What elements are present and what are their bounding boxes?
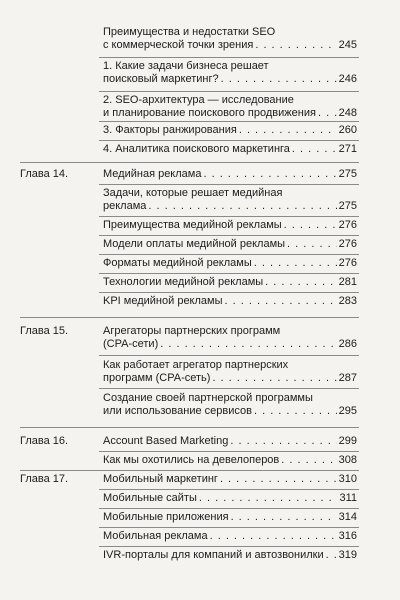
- page-number: 287: [338, 372, 357, 384]
- chapter-label: Глава 14.: [20, 168, 69, 180]
- page-number: 316: [338, 530, 357, 542]
- divider: [99, 140, 359, 141]
- page-number: 246: [338, 73, 357, 85]
- toc-entry: [103, 392, 357, 418]
- toc-entry: [103, 124, 357, 137]
- page-number: 314: [338, 511, 357, 523]
- toc-entry: [103, 143, 357, 156]
- chapter-entry: [103, 435, 357, 448]
- page-number: 281: [338, 276, 357, 288]
- divider: [99, 292, 359, 293]
- entry-title-line: Медийная реклама: [103, 168, 202, 180]
- toc-entry: [103, 295, 357, 308]
- divider: [99, 273, 359, 274]
- divider: [99, 121, 359, 122]
- entry-title-line: 3. Факторы ранжирования: [103, 124, 237, 136]
- page-number: 286: [338, 338, 357, 350]
- toc-entry: [103, 26, 357, 52]
- entry-title-line: 2. SEO-архитектура — исследование: [103, 94, 294, 106]
- chapter-label: Глава 17.: [20, 473, 69, 485]
- toc-entry: [103, 530, 357, 543]
- divider: [99, 355, 359, 356]
- toc-entry: [103, 187, 357, 213]
- divider: [99, 527, 359, 528]
- toc-entry: [103, 257, 357, 270]
- toc-entry: [103, 492, 357, 505]
- chapter-label: Глава 16.: [20, 435, 69, 447]
- entry-title-line: Задачи, которые решает медийная: [103, 187, 283, 199]
- toc-entry: [103, 359, 357, 385]
- entry-title-line: и планирование поискового продвижения: [103, 107, 316, 119]
- divider: [20, 317, 359, 318]
- chapter-label: Глава 15.: [20, 325, 69, 337]
- page-number: 295: [338, 405, 357, 417]
- entry-title-line: Преимущества медийной рекламы: [103, 219, 282, 231]
- entry-title-line: с коммерческой точки зрения: [103, 39, 254, 51]
- page-number: 310: [338, 473, 357, 485]
- toc-entry: [103, 94, 357, 120]
- entry-title-line: 4. Аналитика поискового маркетинга: [103, 143, 290, 155]
- page-number: 276: [338, 238, 357, 250]
- divider: [99, 57, 359, 58]
- entry-title-line: Форматы медийной рекламы: [103, 257, 252, 269]
- entry-title-line: поисковый маркетинг?: [103, 73, 219, 85]
- entry-title-line: Мобильные приложения: [103, 511, 229, 523]
- page-number: 319: [338, 549, 357, 561]
- toc-entry: [103, 219, 357, 232]
- entry-title-line: Модели оплаты медийной рекламы: [103, 238, 286, 250]
- toc-entry: [103, 511, 357, 524]
- divider: [99, 388, 359, 389]
- page-number: 271: [338, 143, 357, 155]
- entry-title-line: (CPA-сети): [103, 338, 159, 350]
- entry-title-line: Создание своей партнерской программы: [103, 392, 313, 404]
- divider: [99, 508, 359, 509]
- page-number: 260: [338, 124, 357, 136]
- divider: [20, 162, 359, 163]
- entry-title-line: или использование сервисов: [103, 405, 252, 417]
- divider: [20, 427, 359, 428]
- entry-title-line: программ (CPA-сеть): [103, 372, 211, 384]
- entry-title-line: Мобильная реклама: [103, 530, 208, 542]
- page-number: 276: [338, 257, 357, 269]
- entry-title-line: Технологии медийной рекламы: [103, 276, 264, 288]
- page-number: 299: [338, 435, 357, 447]
- divider: [99, 184, 359, 185]
- page-number: 283: [338, 295, 357, 307]
- divider: [99, 216, 359, 217]
- chapter-entry: [103, 168, 357, 181]
- entry-title-line: Мобильный маркетинг: [103, 473, 218, 485]
- entry-title-line: Преимущества и недостатки SEO: [103, 26, 276, 38]
- toc-entry: [103, 276, 357, 289]
- toc-entry: [103, 60, 357, 86]
- entry-title-line: Агрегаторы партнерских программ: [103, 325, 281, 337]
- divider: [99, 235, 359, 236]
- page-number: 311: [339, 492, 357, 504]
- toc-entry: [103, 238, 357, 251]
- page-number: 308: [338, 454, 357, 466]
- page-number: 275: [338, 168, 357, 180]
- entry-title-line: Как мы охотились на девелоперов: [103, 454, 280, 466]
- entry-title-line: реклама: [103, 200, 147, 212]
- page-number: 275: [338, 200, 357, 212]
- page-number: 276: [338, 219, 357, 231]
- entry-title-line: Account Based Marketing: [103, 435, 229, 447]
- entry-title-line: Как работает агрегатор партнерских: [103, 359, 289, 371]
- entry-title-line: Мобильные сайты: [103, 492, 197, 504]
- page-number: 248: [338, 107, 357, 119]
- divider: [99, 489, 359, 490]
- entry-title-line: KPI медийной рекламы: [103, 295, 223, 307]
- divider: [99, 546, 359, 547]
- divider: [99, 451, 359, 452]
- entry-title-line: 1. Какие задачи бизнеса решает: [103, 60, 269, 72]
- page-number: 245: [338, 39, 357, 51]
- toc-entry: [103, 549, 357, 562]
- divider: [99, 254, 359, 255]
- toc-entry: [103, 454, 357, 467]
- entry-title-line: IVR-порталы для компаний и автозвонилки: [103, 549, 324, 561]
- chapter-entry: [103, 473, 357, 486]
- chapter-entry: [103, 325, 357, 351]
- divider: [99, 91, 359, 92]
- divider: [20, 470, 359, 471]
